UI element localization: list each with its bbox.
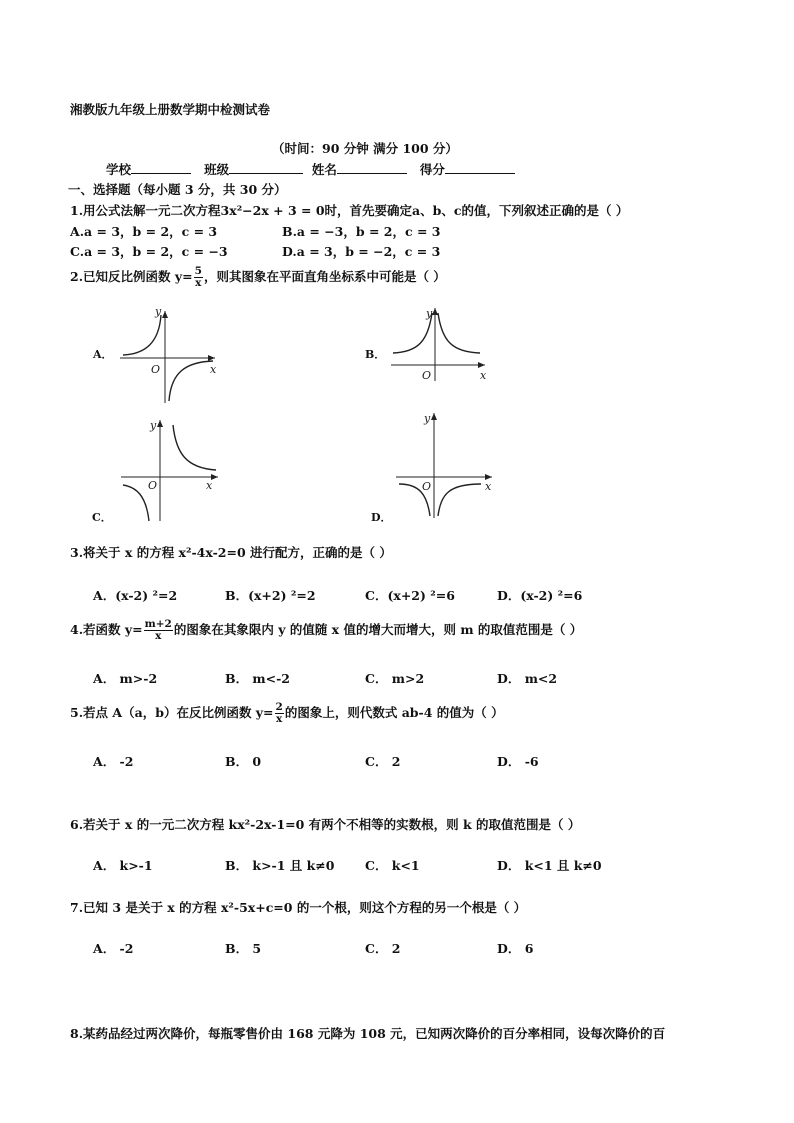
question-2-pre: 2.已知反比例函数 y= (70, 269, 193, 284)
question-8-text: 8.某药品经过两次降价，每瓶零售价由 168 元降为 108 元，已知两次降价的百分率相同，设每次降价的百 (70, 1026, 666, 1041)
fraction-m-plus-2-over-x: $\frac{m+2}{x}$ (144, 618, 172, 642)
school-label: 学校 (106, 162, 132, 177)
question-5-text (70, 702, 504, 725)
question-5-option-a[interactable]: A． -2 (93, 754, 134, 769)
student-info-row (106, 160, 515, 178)
question-7-option-a[interactable]: A． -2 (93, 941, 134, 956)
graph-a-label[interactable]: A． (93, 348, 113, 361)
graph-option-b[interactable] (388, 303, 493, 383)
graph-c-origin-label: O (148, 479, 158, 492)
question-4-option-d[interactable]: D． m<2 (497, 671, 558, 686)
question-1-option-a[interactable]: A.a = 3，b = 2，c = 3 (70, 224, 218, 239)
graph-d-y-label: y (424, 412, 431, 425)
time-info: （时间：90 分钟 满分 100 分） (272, 141, 458, 156)
question-2-text (70, 266, 446, 289)
fraction-5-over-x: $\frac{5}{x}$ (194, 265, 202, 289)
class-blank[interactable] (229, 161, 303, 174)
question-1-option-c[interactable]: C.a = 3，b = 2，c = −3 (70, 244, 228, 259)
graph-c-x-label: x (206, 479, 213, 492)
question-6-option-d[interactable]: D． k<1 且 k≠0 (497, 858, 602, 873)
graph-d-x-label: x (485, 480, 492, 493)
question-3-option-c[interactable]: C．(x+2) ²=6 (365, 588, 455, 603)
question-6-option-b[interactable]: B． k>-1 且 k≠0 (225, 858, 335, 873)
question-6-text: 6.若关于 x 的一元二次方程 kx²-2x-1=0 有两个不相等的实数根，则 k 的取值范围是（ ） (70, 817, 581, 832)
question-4-option-b[interactable]: B． m<-2 (225, 671, 291, 686)
question-7-text: 7.已知 3 是关于 x 的方程 x²-5x+c=0 的一个根，则这个方程的另一个根是（ ） (70, 900, 527, 915)
graph-c-y-label: y (150, 419, 157, 432)
question-1-option-d[interactable]: D.a = 3，b = −2，c = 3 (282, 244, 441, 259)
score-blank[interactable] (445, 161, 515, 174)
question-4-text (70, 619, 582, 642)
graph-b-label[interactable]: B． (365, 348, 386, 361)
question-7-option-b[interactable]: B． 5 (225, 941, 262, 956)
graph-d-label[interactable]: D． (371, 511, 392, 524)
question-4-post: 的图象在其象限内 y 的值随 x 值的增大而增大，则 m 的取值范围是（ ） (173, 622, 583, 637)
graph-option-a[interactable] (115, 303, 225, 408)
question-2-post: ，则其图象在平面直角坐标系中可能是（ ） (203, 269, 446, 284)
question-1-text: 1.用公式法解一元二次方程3x²−2x + 3 = 0时，首先要确定a、b、c的值，下列叙述正确的是（ ） (70, 203, 629, 218)
graph-b-origin-label: O (422, 369, 432, 382)
graph-a-x-label: x (210, 363, 217, 376)
name-label: 姓名 (311, 162, 337, 177)
graph-c-label[interactable]: C． (92, 511, 112, 524)
question-4-pre: 4.若函数 y= (70, 622, 143, 637)
graph-option-c[interactable] (118, 415, 226, 525)
score-label: 得分 (419, 162, 445, 177)
question-3-option-b[interactable]: B．(x+2) ²=2 (225, 588, 316, 603)
question-3-option-a[interactable]: A．(x-2) ²=2 (93, 588, 178, 603)
question-7-option-d[interactable]: D． 6 (497, 941, 534, 956)
question-3-option-d[interactable]: D．(x-2) ²=6 (497, 588, 583, 603)
question-5-option-d[interactable]: D． -6 (497, 754, 539, 769)
question-5-post: 的图象上，则代数式 ab-4 的值为（ ） (284, 705, 504, 720)
exam-title: 湘教版九年级上册数学期中检测试卷 (70, 102, 271, 117)
graph-b-x-label: x (480, 369, 487, 382)
section-heading: 一、选择题（每小题 3 分，共 30 分） (68, 182, 287, 197)
graph-option-d[interactable] (393, 408, 498, 520)
question-6-option-a[interactable]: A． k>-1 (93, 858, 153, 873)
question-7-option-c[interactable]: C． 2 (365, 941, 401, 956)
fraction-2-over-x: $\frac{2}{x}$ (275, 701, 283, 725)
question-3-text: 3.将关于 x 的方程 x²-4x-2=0 进行配方，正确的是（ ） (70, 545, 392, 560)
question-5-option-c[interactable]: C． 2 (365, 754, 401, 769)
school-blank[interactable] (131, 161, 191, 174)
question-1-option-b[interactable]: B.a = −3，b = 2，c = 3 (282, 224, 441, 239)
question-4-option-a[interactable]: A． m>-2 (93, 671, 158, 686)
question-5-pre: 5.若点 A（a，b）在反比例函数 y= (70, 705, 274, 720)
graph-b-y-label: y (426, 307, 433, 320)
name-blank[interactable] (337, 161, 407, 174)
graph-d-origin-label: O (422, 480, 432, 493)
question-6-option-c[interactable]: C． k<1 (365, 858, 420, 873)
question-5-option-b[interactable]: B． 0 (225, 754, 262, 769)
graph-a-y-label: y (155, 305, 162, 318)
graph-a-origin-label: O (151, 363, 161, 376)
question-4-option-c[interactable]: C． m>2 (365, 671, 425, 686)
class-label: 班级 (204, 162, 230, 177)
